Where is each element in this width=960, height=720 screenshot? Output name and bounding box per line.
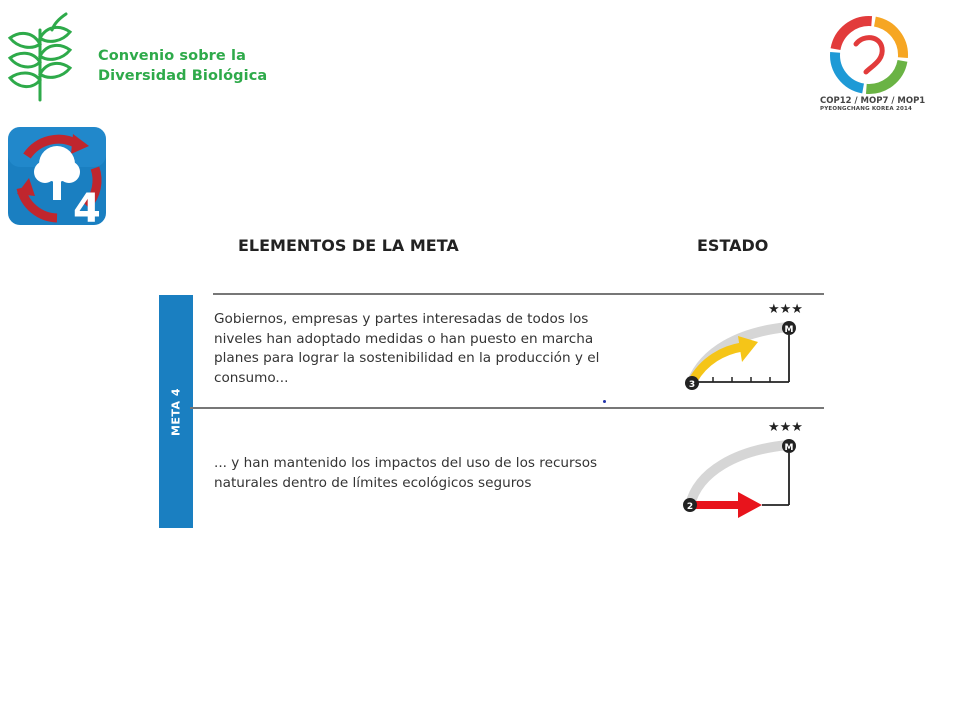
status-stars-1: ★★★ (768, 302, 803, 317)
meta-label-bar (159, 295, 193, 528)
org-name-line1: Convenio sobre la (98, 48, 246, 64)
goal-element-1-line: niveles han adoptado medidas o han puesto en marcha (214, 330, 594, 347)
goal-element-1-line: consumo... (214, 369, 289, 386)
goal-element-2-line: ... y han mantenido los impactos del uso de los recursos (214, 455, 598, 471)
header-elements: ELEMENTOS DE LA META (238, 236, 459, 255)
event-title: COP12 / MOP7 / MOP1 (820, 96, 926, 106)
status-level-2: 2 (686, 502, 694, 512)
status-level-1: 3 (688, 380, 696, 390)
goal-marker-2: M (784, 443, 794, 453)
org-name-line2: Diversidad Biológica (98, 68, 268, 84)
event-caption (820, 96, 926, 112)
status-gauge-2 (676, 414, 826, 524)
goal-element-2-line: naturales dentro de límites ecológicos seguros (214, 474, 532, 491)
table-row-divider (190, 407, 824, 409)
goal-marker-1: M (784, 325, 794, 335)
status-arrow-1 (692, 347, 742, 382)
event-subtitle: PYEONGCHANG KOREA 2014 (820, 106, 913, 112)
target-4-icon (7, 126, 107, 226)
target-number: 4 (73, 186, 101, 226)
stray-dot (603, 400, 606, 403)
table-top-rule (213, 293, 824, 295)
goal-element-1-line: planes para lograr la sostenibilidad en la producción y el (214, 350, 600, 366)
cbd-logo-icon (4, 10, 80, 102)
status-stars-2: ★★★ (768, 420, 803, 435)
goal-element-1 (214, 310, 599, 388)
meta-label: META 4 (169, 387, 183, 436)
goal-element-1-line: Gobiernos, empresas y partes interesadas de todos los (214, 311, 589, 327)
header-status: ESTADO (697, 236, 769, 255)
org-name (98, 46, 267, 86)
cop-logo-icon (828, 14, 910, 96)
goal-element-2 (214, 454, 597, 493)
status-gauge-1 (676, 296, 826, 396)
